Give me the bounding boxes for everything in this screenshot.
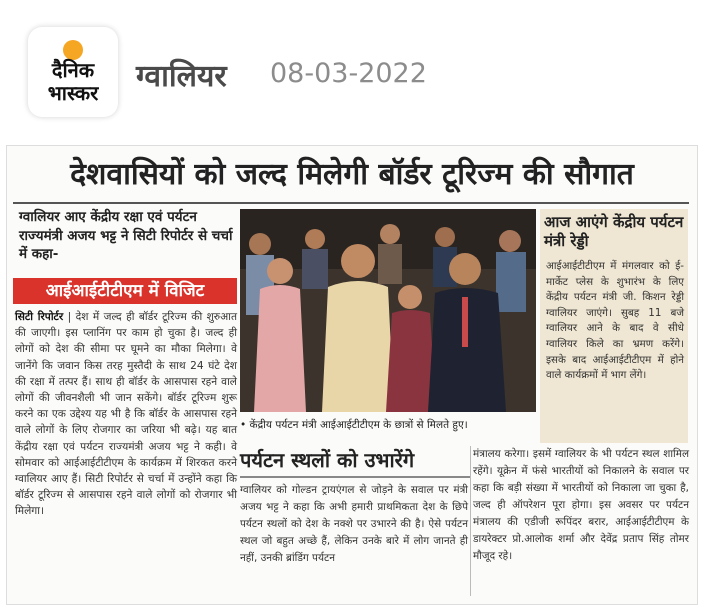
sidebar-body: आईआईटीटीएम में मंगलवार को ई-मार्केट प्लेस के शुभारंभ के लिए केंद्रीय पर्यटन मंत्री जी. किशन रेड्डी ग्वालियर जाएंगे। सुबह 11 बजे ग्वालियर आने के बाद वे सीधे ग्वालियर किले का भ्रमण करेंगे। इसके बाद आईआईटीटीएम में होने वाले कार्यक्रमों में भाग लेंगे। [546,260,684,382]
lower-column-b: मंत्रालय करेगा। इसमें ग्वालियर के भी पर्यटन स्थल शामिल रहेंगे। यूक्रेन में फंसे भारतीयों को निकालने के सवाल पर कहा कि बड़ी संख्या में भारतीयों को निकाला जा चुका है, जल्द ही ऑपरेशन पूरा होगा। इस अवसर पर पर्यटन मंत्रालय की एडीजी रूपिंदर बरार, आईआईटीटीएम के डायरेक्टर प्रो.आलोक शर्मा और देवेंद्र प्रताप सिंह तोमर मौजूद रहे। [473,448,689,562]
city-label: ग्वालियर [136,59,227,94]
photo-caption: • केंद्रीय पर्यटन मंत्री आईआईटीटीएम के छात्रों से मिलते हुए। [240,419,468,431]
left-body-text: देश में जल्द ही बॉर्डर टूरिज्म की शुरुआत की जाएगी। इस प्लानिंग पर काम हो चुका है। जल्द ही लोगों को देश की सीमा पर घूमने का मौका मिलेगा। वे जानेंगे कि जवान किस तरह मुस्तैदी के साथ 24 घंटे देश की रक्षा में तत्पर हैं। साथ ही बॉर्डर के आसपास रहने वाले लोगों की जीवनशैली भी जान सकेंगे। बॉर्डर टूरिज्म शुरू करने का एक उद्देश्य यह भी है कि बॉर्डर के आसपास रहने वाले लोगों के लिए रोजगार का जरिया भी बढ़े। यह बात केंद्रीय रक्षा एवं पर्यटन राज्यमंत्री अजय भट्ट ने कही। वे सोमवार को आईआईटीटीएम के कार्यक्रम में शिरकत करने ग्वालियर आए हैं। सिटी रिपोर्टर से चर्चा में उन्होंने कहा कि बॉर्डर टूरिज्म से आसपास रहने वाले लोगों को रोजगार भी मिलेगा। [15,311,238,518]
news-photo [240,209,536,412]
date-label: 08-03-2022 [270,58,427,89]
logo-text-line2: भास्कर [47,81,99,105]
dainik-bhaskar-logo [28,27,118,117]
sidebar-title: आज आएंगे केंद्रीय पर्यटन मंत्री रेड्डी [544,213,684,250]
byline: सिटी रिपोर्टर [15,311,64,323]
section-banner: आईआईटीटीएम में विजिट [13,278,237,304]
lower-column-a: ग्वालियर को गोल्डन ट्रायएंगल से जोड़ने के सवाल पर मंत्री अजय भट्ट ने कहा कि अभी हमारी प्राथमिकता देश के छिपे पर्यटन स्थलों को देश के नक्शे पर उभारने की है। ऐसे पर्यटन स्थल जो बहुत अच्छे हैं, लेकिन उनके बारे में लोग जानते ही नहीं, उनकी ब्रांडिंग पर्यटन [240,484,468,564]
subheading: पर्यटन स्थलों को उभारेंगे [240,448,415,472]
photo-illustration [240,209,536,412]
intro-text: ग्वालियर आए केंद्रीय रक्षा एवं पर्यटन राज्यमंत्री अजय भट्ट ने सिटी रिपोर्टर से चर्चा में कहा- [19,209,233,262]
left-column-body: सिटी रिपोर्टर | देश में जल्द ही बॉर्डर टूरिज्म की शुरुआत की जाएगी। इस प्लानिंग पर काम हो चुका है। जल्द ही लोगों को देश की सीमा पर घूमने का मौका मिलेगा। वे जानेंगे कि जवान किस तरह मुस्तैदी के साथ 24 घंटे देश की रक्षा में तत्पर हैं। साथ ही बॉर्डर के आसपास रहने वाले लोगों की जीवनशैली भी जान सकेंगे। बॉर्डर टूरिज्म शुरू करने का एक उद्देश्य यह भी है कि बॉर्डर के आसपास रहने वाले लोगों के लिए रोजगार का जरिया भी बढ़े। यह बात केंद्रीय रक्षा एवं पर्यटन राज्यमंत्री अजय भट्ट ने कही। वे सोमवार को आईआईटीटीएम के कार्यक्रम में शिरकत करने ग्वालियर आए हैं। सिटी रिपोर्टर से चर्चा में उन्होंने कहा कि बॉर्डर टूरिज्म से आसपास रहने वाले लोगों को रोजगार भी मिलेगा। [15,311,238,518]
column-divider [470,446,471,596]
sidebar-box [540,209,688,443]
logo-text-line1: दैनिक [51,58,95,82]
subheading-rule [240,476,470,478]
news-clipping [6,145,698,605]
sun-icon [63,40,83,60]
headline: देशवासियों को जल्द मिलेगी बॉर्डर टूरिज्म की सौगात [70,157,634,192]
headline-rule [13,202,689,204]
